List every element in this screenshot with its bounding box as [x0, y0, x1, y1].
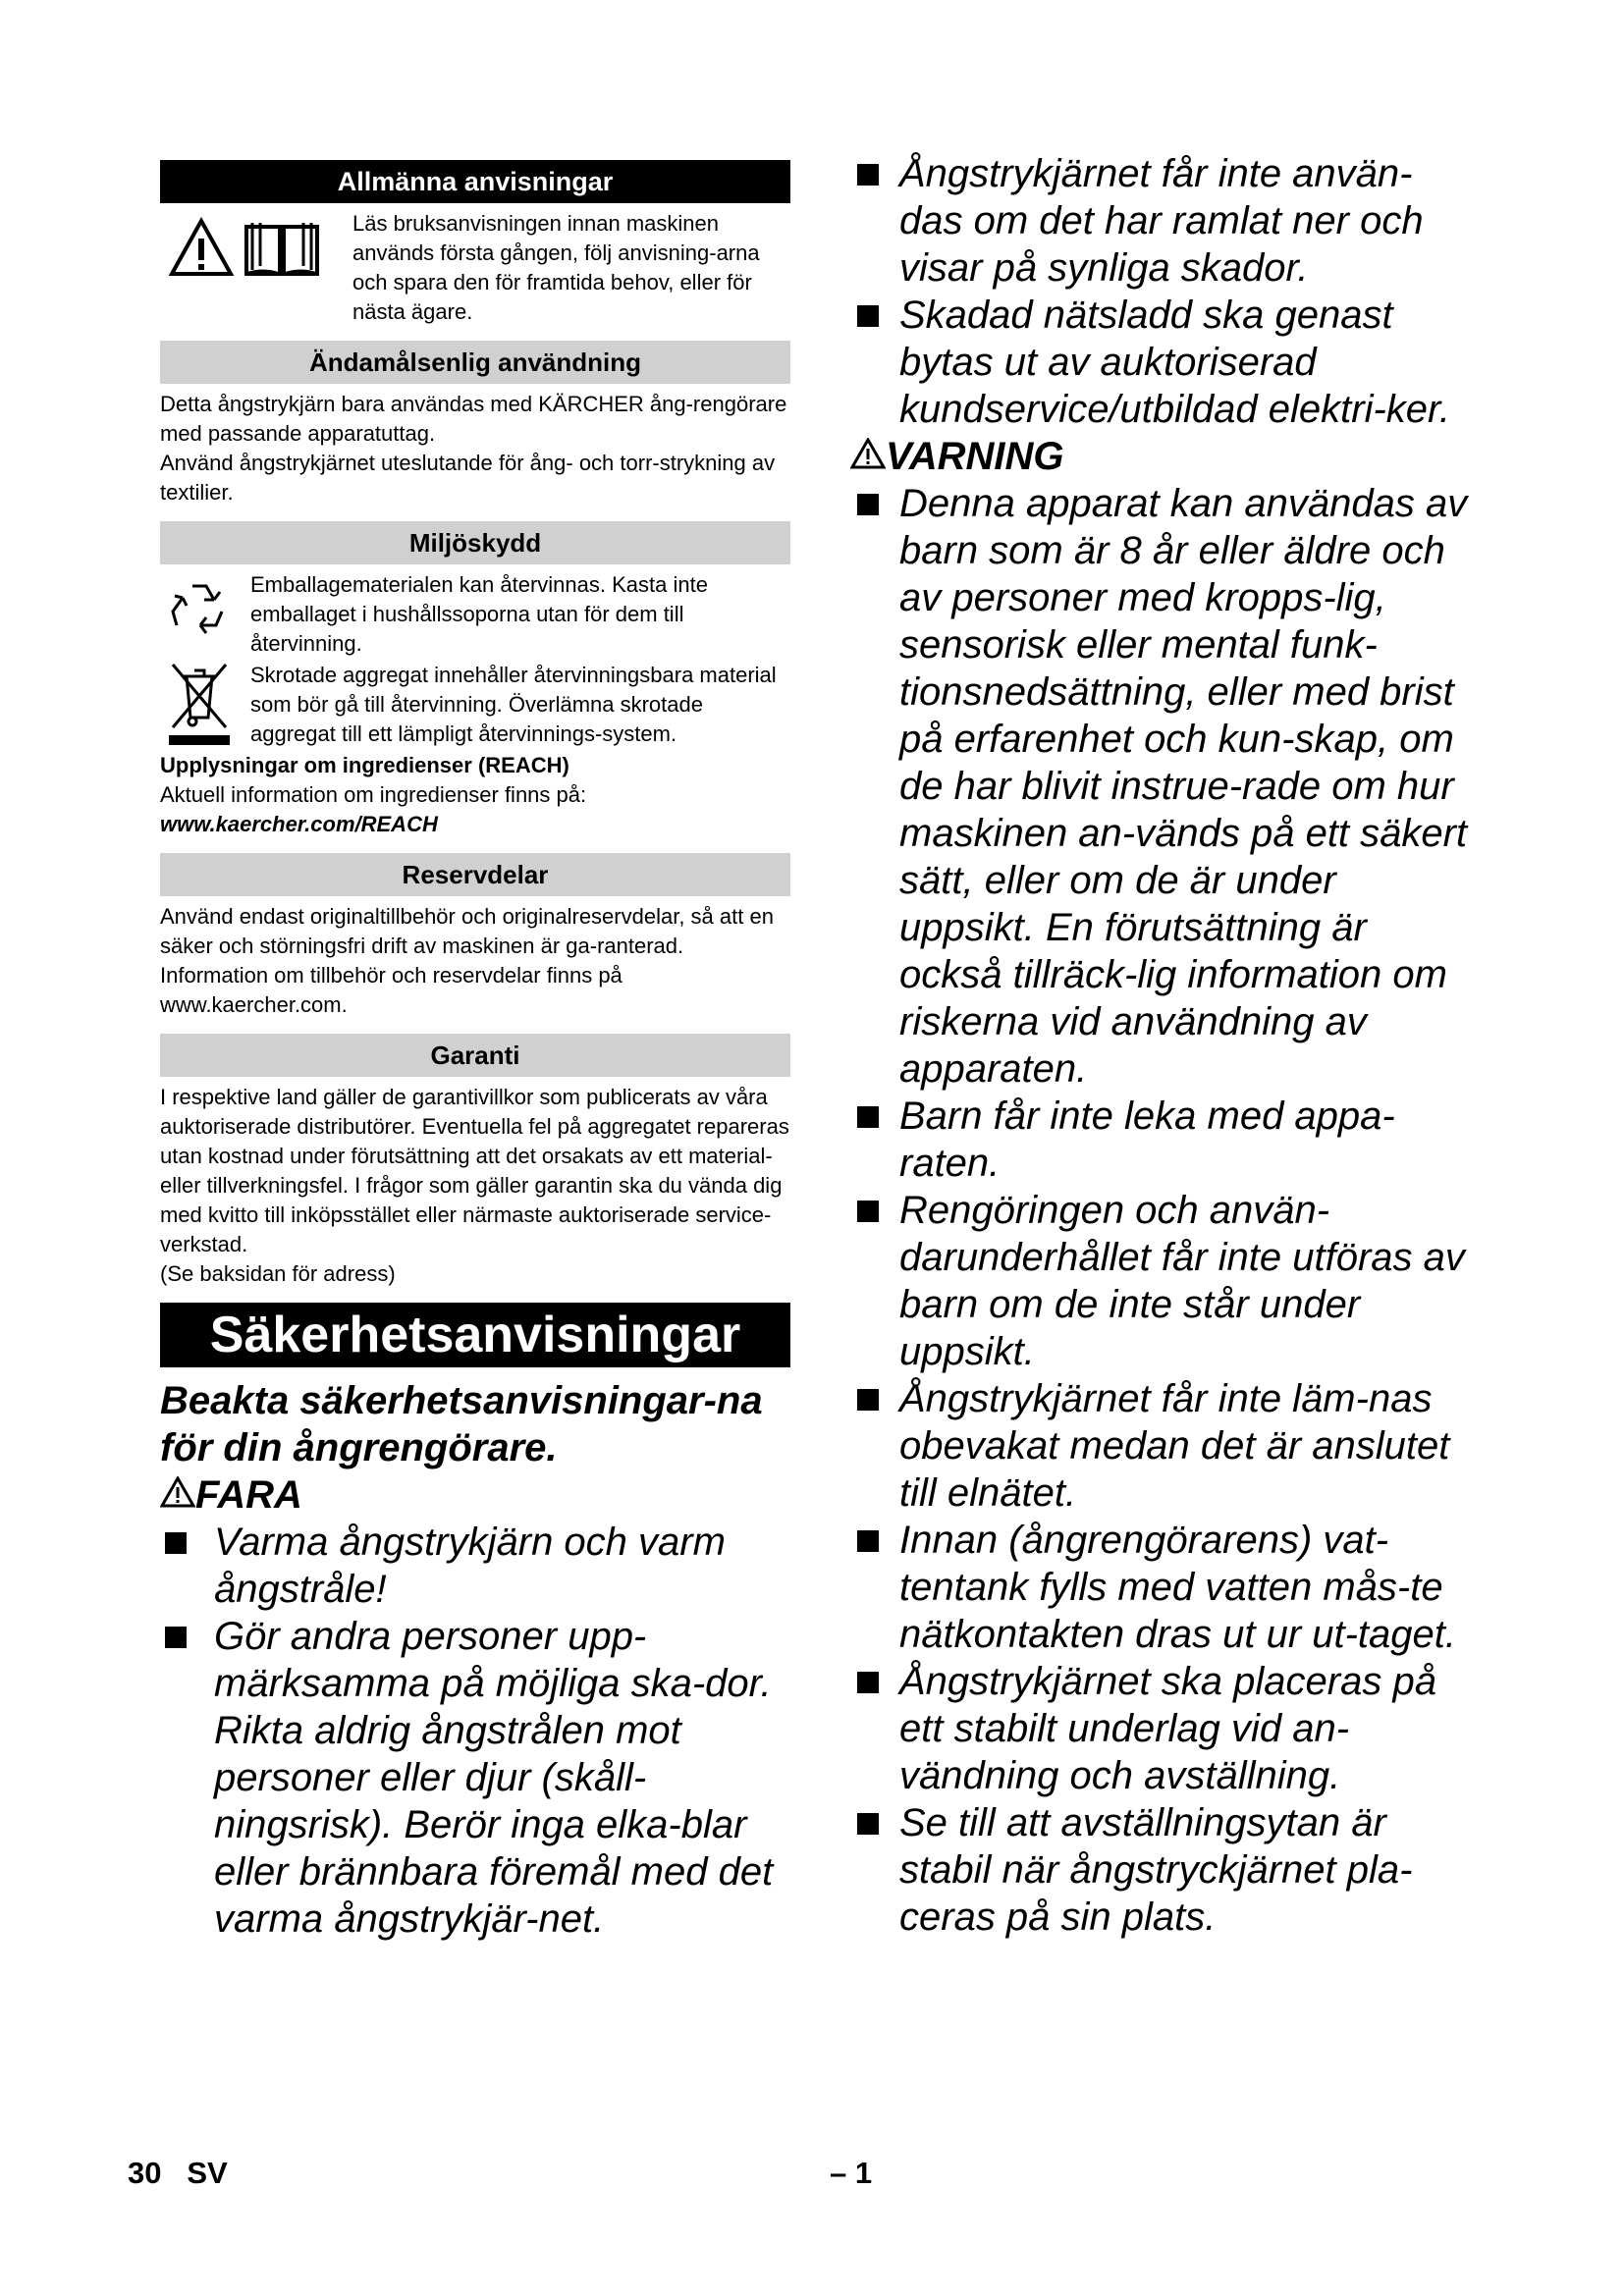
list-item: Barn får inte leka med appa-raten.: [850, 1093, 1469, 1187]
intended-use-p1: Detta ångstrykjärn bara användas med KÄRCHER ång-rengörare med passande apparatuttag.: [160, 392, 787, 446]
manual-book-icon: [243, 217, 321, 278]
general-notice: [160, 203, 790, 327]
reach-url-link[interactable]: www.kaercher.com/REACH: [160, 812, 438, 836]
list-item: Innan (ångrengörarens) vat-tentank fylls med vatten mås-te nätkontakten dras ut ur ut-taget.: [850, 1517, 1469, 1658]
crossed-bin-icon: [167, 661, 232, 729]
bullet-square-icon: [857, 164, 879, 186]
section-header-safety: Säkerhetsanvisningar: [160, 1303, 790, 1367]
warranty-p1: I respektive land gäller de garantivillkor som publicerats av våra auktoriserade distributörer. Eventuella fel på aggregatet repareras utan kostnad under förutsättning att det orsakats av ett material- eller tillverkningsfel. I frågor som gäller garantin ska du vända dig med kvitto till inköpsstället eller närmaste auktoriserade service-verkstad.: [160, 1085, 789, 1256]
bullet-square-icon: [857, 1201, 879, 1222]
list-item: Ångstrykjärnet får inte använ-das om det har ramlat ner och visar på synliga skador.: [850, 150, 1469, 292]
intended-use-p2: Använd ångstrykjärnet uteslutande för ång- och torr-strykning av textilier.: [160, 451, 776, 505]
warranty-p2: (Se baksidan för adress): [160, 1261, 396, 1286]
safety-bullet-list-top: [850, 150, 1469, 433]
recycle-icon: [167, 576, 232, 641]
reach-text: Aktuell information om ingredienser finns på:: [160, 782, 587, 807]
section-header-warranty: Garanti: [160, 1034, 790, 1077]
bullet-square-icon: [857, 1389, 879, 1411]
bullet-square-icon: [857, 1106, 879, 1128]
weee-text: Skrotade aggregat innehåller återvinningsbara material som bör gå till återvinning. Överlämna skrotade aggregat till ett lämpligt återvinnings-system.: [250, 663, 777, 746]
spare-parts-p1: Använd endast originaltillbehör och originalreservdelar, så att en säker och störningsfri drift av maskinen är ga-ranterad.: [160, 904, 774, 958]
list-item: Varma ångstrykjärn och varm ångstråle!: [160, 1519, 790, 1613]
recycle-text: Emballagematerialen kan återvinnas. Kasta inte emballaget i hushållssoporna utan för dem till återvinning.: [250, 572, 708, 656]
weee-bar: [169, 735, 230, 745]
section-header-intended-use: Ändamålsenlig användning: [160, 341, 790, 384]
list-item: Skadad nätsladd ska genast bytas ut av auktoriserad kundservice/utbildad elektri-ker.: [850, 292, 1469, 433]
section-header-spare-parts: Reservdelar: [160, 853, 790, 896]
warning-label: [850, 433, 1469, 480]
bullet-square-icon: [165, 1627, 187, 1648]
danger-bullet-list: [160, 1519, 790, 1943]
bullet-square-icon: [165, 1532, 187, 1554]
list-item: Rengöringen och använ-darunderhållet får inte utföras av barn om de inte står under uppsikt.: [850, 1187, 1469, 1375]
bullet-square-icon: [857, 1530, 879, 1552]
general-text: Läs bruksanvisningen innan maskinen används första gången, följ anvisning-arna och spara den för framtida behov, eller för nästa ägare.: [352, 211, 760, 324]
bullet-square-icon: [857, 494, 879, 515]
recycle-notice: [160, 564, 790, 659]
safety-intro: Beakta säkerhetsanvisningar-na för din ångrengörare.: [160, 1379, 763, 1469]
warning-triangle-icon: [850, 438, 886, 469]
bullet-square-icon: [857, 1672, 879, 1693]
page-number-language: 30 SV: [128, 2156, 228, 2190]
warning-triangle-icon: [160, 1476, 195, 1508]
section-header-environment: Miljöskydd: [160, 521, 790, 564]
warranty-text: [160, 1083, 790, 1289]
danger-label: [160, 1471, 790, 1519]
reach-title: Upplysningar om ingredienser (REACH): [160, 753, 569, 777]
danger-label-text: FARA: [195, 1473, 302, 1517]
reach-info: [160, 751, 790, 839]
warning-label-text: VARNING: [886, 435, 1064, 478]
bullet-square-icon: [857, 305, 879, 327]
right-column: [850, 150, 1469, 1941]
list-item: Ångstrykjärnet ska placeras på ett stabilt underlag vid an-vändning och avställning.: [850, 1658, 1469, 1799]
list-item: Denna apparat kan användas av barn som är 8 år eller äldre och av personer med kropps-lig, sensorisk eller mental funk-tionsnedsättning, eller med brist på erfarenhet och kun-skap, om de har blivit instrue-rade om hur maskinen an-vänds på ett säkert sätt, eller om de är under uppsikt. En förutsättning är också tillräck-lig information om riskerna vid användning av apparaten.: [850, 480, 1469, 1093]
left-column: [160, 160, 790, 1943]
page-number-center: – 1: [830, 2156, 873, 2190]
intended-use-text: [160, 390, 790, 507]
safety-bullet-list-bottom: [850, 480, 1469, 1941]
bullet-square-icon: [857, 1813, 879, 1835]
list-item: Ångstrykjärnet får inte läm-nas obevakat medan det är anslutet till elnätet.: [850, 1375, 1469, 1517]
section-header-general: Allmänna anvisningar: [160, 160, 790, 203]
list-item: Gör andra personer upp-märksamma på möjliga ska-dor. Rikta aldrig ångstrålen mot personer eller djur (skåll-ningsrisk). Berör inga elka-blar eller brännbara föremål med det varma ångstrykjär-net.: [160, 1613, 790, 1943]
list-item: Se till att avställningsytan är stabil när ångstryckjärnet pla-ceras på sin plats.: [850, 1799, 1469, 1941]
weee-notice: [160, 659, 790, 749]
spare-parts-p2: Information om tillbehör och reservdelar finns på www.kaercher.com.: [160, 963, 623, 1017]
spare-parts-text: [160, 902, 790, 1020]
warning-triangle-icon: [168, 217, 235, 278]
